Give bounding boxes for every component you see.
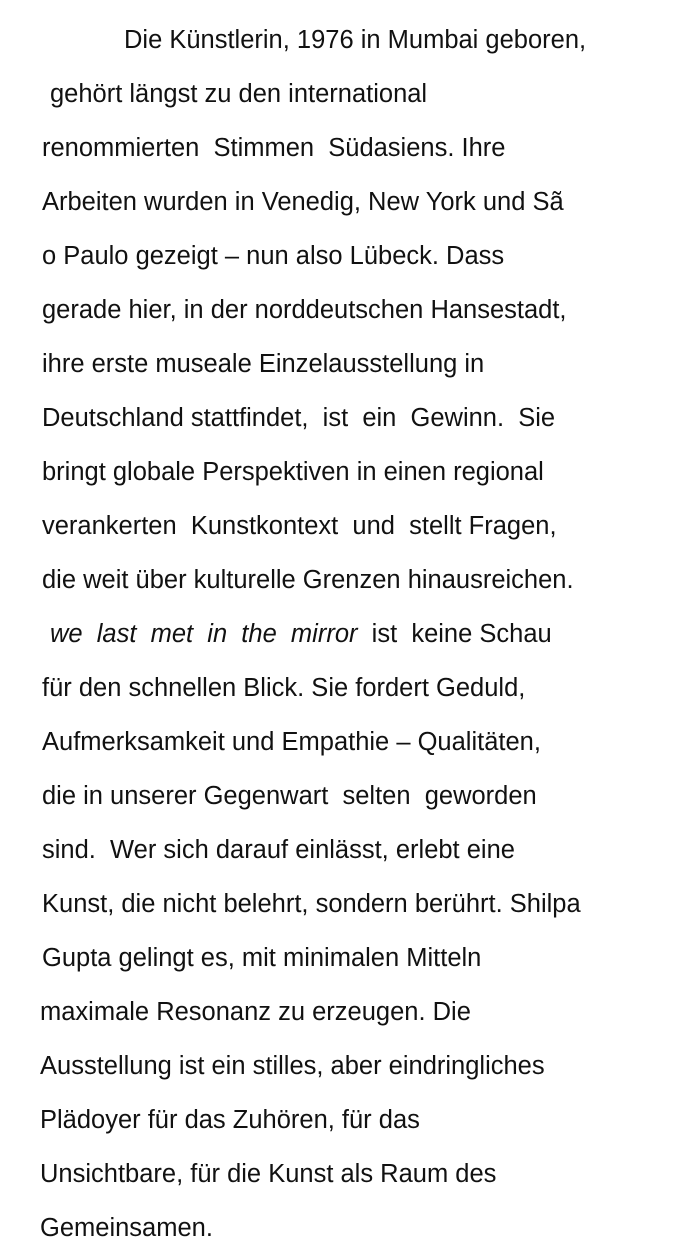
text-line-16: sind. Wer sich darauf einlässt, erlebt eine <box>42 836 515 864</box>
text-line-12 <box>50 618 552 650</box>
text-line-23: Gemeinsamen. <box>40 1214 213 1242</box>
text-line-2: gehört längst zu den international <box>50 80 428 108</box>
text-line-15: die in unserer Gegenwart selten geworden <box>42 782 537 810</box>
text-line-17: Kunst, die nicht belehrt, sondern berührt. Shilpa <box>42 890 581 918</box>
text-line-22: Unsichtbare, für die Kunst als Raum des <box>40 1160 497 1188</box>
text-line-1: Die Künstlerin, 1976 in Mumbai geboren, <box>124 26 587 54</box>
text-line-20: Ausstellung ist ein stilles, aber eindringliches <box>40 1052 545 1080</box>
text-line-5: o Paulo gezeigt – nun also Lübeck. Dass <box>42 242 505 270</box>
text-line-21: Plädoyer für das Zuhören, für das <box>40 1106 420 1134</box>
text-line-12-rest: ist keine Schau <box>357 620 552 648</box>
text-line-18: Gupta gelingt es, mit minimalen Mitteln <box>42 944 482 972</box>
text-line-7: ihre erste museale Einzelausstellung in <box>42 350 485 378</box>
text-line-6: gerade hier, in der norddeutschen Hansestadt, <box>42 296 567 324</box>
text-line-19: maximale Resonanz zu erzeugen. Die <box>40 998 471 1026</box>
text-line-9: bringt globale Perspektiven in einen regional <box>42 458 544 486</box>
text-line-3: renommierten Stimmen Südasiens. Ihre <box>42 134 506 162</box>
text-line-11: die weit über kulturelle Grenzen hinausreichen. <box>42 566 574 594</box>
text-line-8: Deutschland stattfindet, ist ein Gewinn. Sie <box>42 404 556 432</box>
text-line-10: verankerten Kunstkontext und stellt Fragen, <box>42 512 557 540</box>
text-line-13: für den schnellen Blick. Sie fordert Geduld, <box>42 674 526 702</box>
text-line-14: Aufmerksamkeit und Empathie – Qualitäten, <box>42 728 541 756</box>
text-line-4: Arbeiten wurden in Venedig, New York und Sã <box>42 188 564 216</box>
exhibition-title: we last met in the mirror <box>50 620 358 648</box>
